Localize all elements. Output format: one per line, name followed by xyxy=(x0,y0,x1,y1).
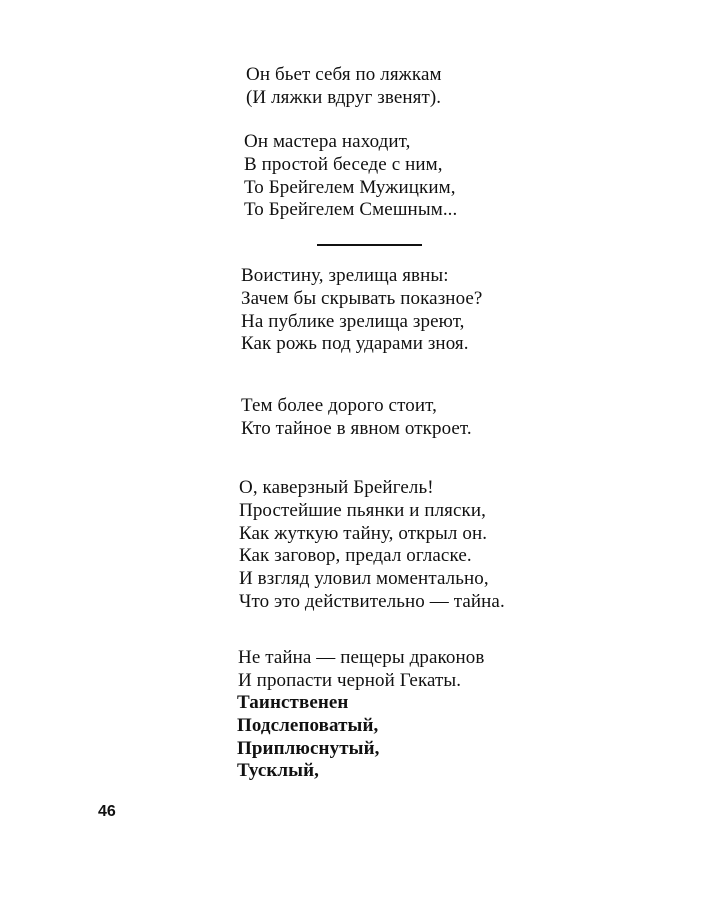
poem-line: (И ляжки вдруг звенят). xyxy=(246,86,442,108)
poem-line: Тем более дорого стоит, xyxy=(241,395,437,416)
poem-line: И пропасти черной Гекаты. xyxy=(238,669,462,691)
stanza-7 xyxy=(237,692,379,783)
poem-line: Тусклый, xyxy=(237,760,320,782)
poem-line: Зачем бы скрывать показное? xyxy=(241,287,483,309)
poem-line: Как жуткую тайну, открыл он. xyxy=(239,522,488,544)
stanza-5 xyxy=(239,477,505,614)
poem-line: О, каверзный Брейгель! xyxy=(239,477,434,498)
poem-line: Не тайна — пещеры драконов xyxy=(238,647,485,668)
poem-line: То Брейгелем Мужицким, xyxy=(244,176,456,198)
poem-line: Что это действительно — тайна. xyxy=(239,590,505,612)
poem-line: Как заговор, предал огласке. xyxy=(239,545,472,567)
section-divider xyxy=(317,244,422,246)
poem-line: Приплюснутый, xyxy=(237,737,380,759)
poem-line: Он мастера находит, xyxy=(244,131,411,152)
poem-line: Он бьет себя по ляжкам xyxy=(246,64,442,85)
poem-line: Кто тайное в явном откроет. xyxy=(241,417,472,439)
poem-line: То Брейгелем Смешным... xyxy=(244,199,458,221)
poem-line: И взгляд уловил моментально, xyxy=(239,568,489,590)
stanza-2 xyxy=(244,131,457,222)
poem-line: Как рожь под ударами зноя. xyxy=(241,333,469,355)
stanza-6 xyxy=(238,647,484,693)
poem-line: Таинственен xyxy=(237,692,349,713)
stanza-4 xyxy=(241,395,472,441)
stanza-1 xyxy=(246,64,442,110)
poem-line: Воистину, зрелища явны: xyxy=(241,265,449,286)
poem-line: Подслеповатый, xyxy=(237,714,379,736)
poem-line: Простейшие пьянки и пляски, xyxy=(239,499,486,521)
poem-line: В простой беседе с ним, xyxy=(244,153,443,175)
poem-line: На публике зрелища зреют, xyxy=(241,310,465,332)
stanza-3 xyxy=(241,265,482,356)
page-number: 46 xyxy=(98,803,116,820)
